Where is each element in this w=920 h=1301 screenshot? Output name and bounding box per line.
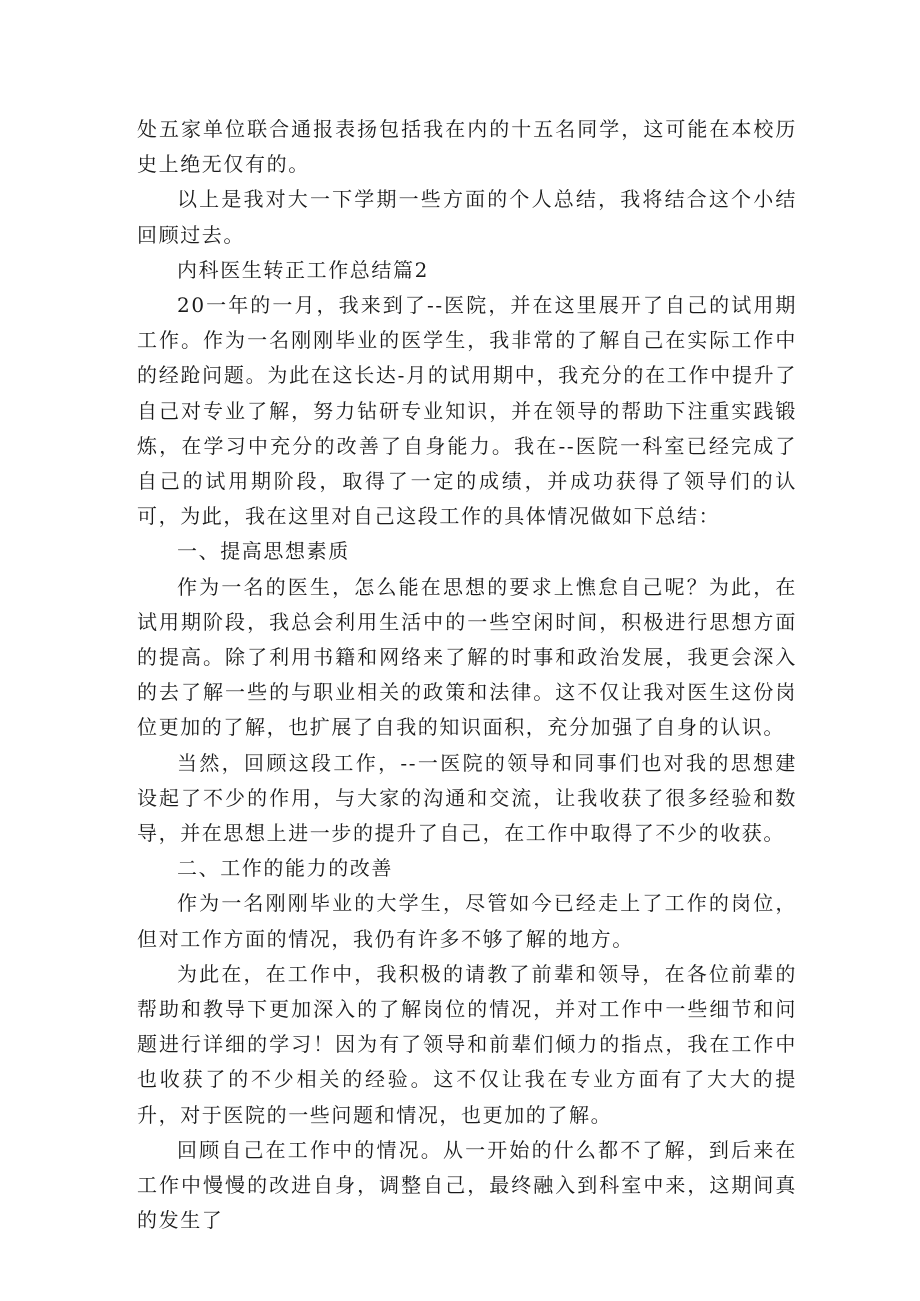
paragraph-intro-continuation: 处五家单位联合通报表扬包括我在内的十五名同学，这可能在本校历史上绝无仅有的。 — [137, 117, 797, 177]
document-body — [137, 112, 797, 1239]
paragraph-review: 回顾自己在工作中的情况。从一开始的什么都不了解，到后来在工作中慢慢的改进自身，调整自己，最终融入到科室中来，这期间真的发生了 — [137, 1137, 797, 1233]
article-title: 内科医生转正工作总结篇2 — [177, 257, 429, 282]
paragraph-new-graduate: 作为一名刚刚毕业的大学生，尽管如今已经走上了工作的岗位，但对工作方面的情况，我仍有许多不够了解的地方。 — [137, 891, 797, 951]
paragraph-thought-improvement: 作为一名的医生，怎么能在思想的要求上憔怠自己呢？为此，在试用期阶段，我总会利用生活中的一些空闲时间，积极进行思想方面的提高。除了利用书籍和网络来了解的时事和政治发展，我更会深入的去了解一些的与职业相关的政策和法律。这不仅让我对医生这份岗位更加的了解，也扩展了自我的知识面积，充分加强了自身的认识。 — [137, 574, 797, 740]
paragraph-semester-summary: 以上是我对大一下学期一些方面的个人总结，我将结合这个小结回顾过去。 — [137, 187, 797, 247]
paragraph-probation-intro: 20一年的一月，我来到了--医院，并在这里展开了自己的试用期工作。作为一名刚刚毕业的医学生，我非常的了解自己在实际工作中的经跄问题。为此在这长达-月的试用期中，我充分的在工作中提升了自己对专业了解，努力钻研专业知识，并在领导的帮助下注重实践锻炼，在学习中充分的改善了自身能力。我在--医院一科室已经完成了自己的试用期阶段，取得了一定的成绩，并成功获得了领导们的认可，为此，我在这里对自己这段工作的具体情况做如下总结： — [137, 293, 797, 529]
paragraph-learning-from-seniors: 为此在，在工作中，我积极的请教了前辈和领导，在各位前辈的帮助和教导下更加深入的了解岗位的情况，并对工作中一些细节和问题进行详细的学习！因为有了领导和前辈们倾力的指点，我在工作中也收获了的不少相关的经验。这不仅让我在专业方面有了大大的提升，对于医院的一些问题和情况，也更加的了解。 — [137, 961, 797, 1127]
section-heading-work-ability: 二、工作的能力的改善 — [177, 856, 393, 881]
paragraph-colleagues-help: 当然，回顾这段工作，--一医院的领导和同事们也对我的思想建设起了不少的作用，与大家的沟通和交流，让我收获了很多经验和数导，并在思想上进一步的提升了自己，在工作中取得了不少的收获。 — [137, 750, 797, 846]
section-heading-thought-quality: 一、提高思想素质 — [177, 539, 350, 564]
